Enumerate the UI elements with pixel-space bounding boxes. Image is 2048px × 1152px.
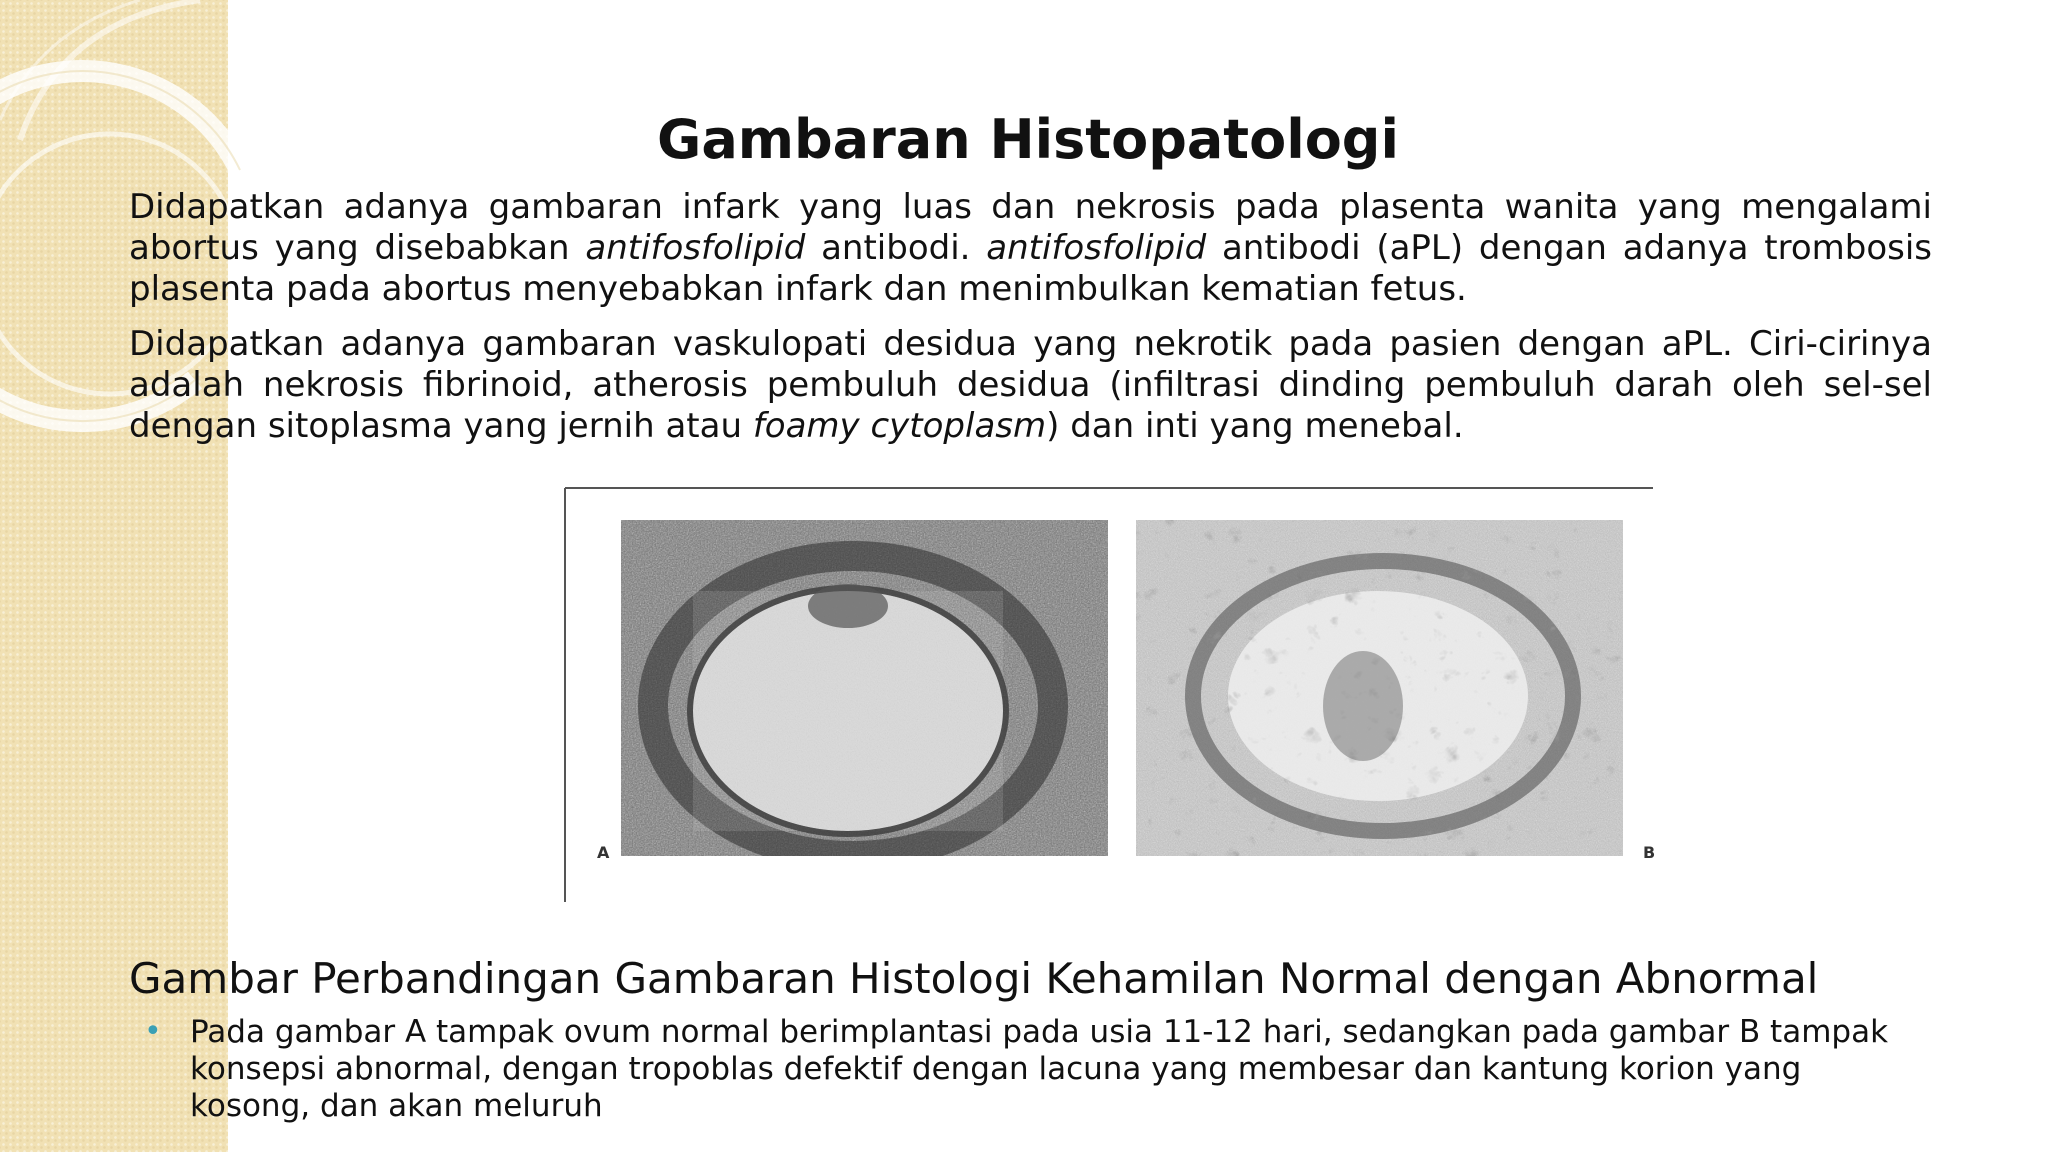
paragraph-infark-text: Didapatkan adanya gambaran infark yang luas dan nekrosis pada plasenta wanita yang mengalami abortus yang disebabkan bbox=[129, 187, 1932, 268]
slide-title: Gambaran Histopatologi bbox=[657, 108, 1399, 171]
micrograph-panel-a bbox=[621, 520, 1108, 856]
panel-label-a: A bbox=[597, 843, 610, 862]
paragraph-infark-italic-term: antifosfolipid bbox=[986, 228, 1207, 268]
histology-micrograph bbox=[563, 486, 1656, 902]
micrograph-panel-b bbox=[1136, 520, 1623, 856]
figure-caption: Gambar Perbandingan Gambaran Histologi Kehamilan Normal dengan Abnormal bbox=[129, 954, 1819, 1003]
bullet-list bbox=[142, 1014, 1902, 1125]
bullet-text: Pada gambar A tampak ovum normal berimplantasi pada usia 11-12 hari, sedangkan pada gambar B tampak konsepsi abnormal, dengan tropoblas defektif dengan lacuna yang membesar dan kantung korion yang kosong, dan akan meluruh bbox=[190, 1014, 1889, 1124]
histology-figure bbox=[563, 486, 1656, 902]
paragraph-vaskulopati-text: Didapatkan adanya gambaran vaskulopati desidua yang nekrotik pada pasien dengan aPL. Ciri-cirinya adalah nekrosis fibrinoid, atherosis pembuluh desidua (infiltrasi dinding pembuluh darah oleh sel-sel dengan sitoplasma yang jernih atau bbox=[129, 324, 1932, 446]
paragraph-infark-italic-term: antifosfolipid bbox=[585, 228, 806, 268]
paragraph-vaskulopati-italic-term: foamy cytoplasm bbox=[752, 406, 1047, 446]
paragraph-vaskulopati-text: ) dan inti yang menebal. bbox=[1046, 406, 1464, 446]
paragraph-infark bbox=[129, 187, 1932, 310]
bullet-item bbox=[142, 1014, 1902, 1125]
panel-label-b: B bbox=[1643, 843, 1656, 862]
paragraph-infark-text: antibodi (aPL) dengan adanya trombosis plasenta pada abortus menyebabkan infark dan menimbulkan kematian fetus. bbox=[129, 228, 1932, 309]
paragraph-infark-text: antibodi. bbox=[805, 228, 987, 268]
paragraph-vaskulopati bbox=[129, 324, 1932, 447]
bullet-dot-icon: • bbox=[144, 1014, 162, 1049]
